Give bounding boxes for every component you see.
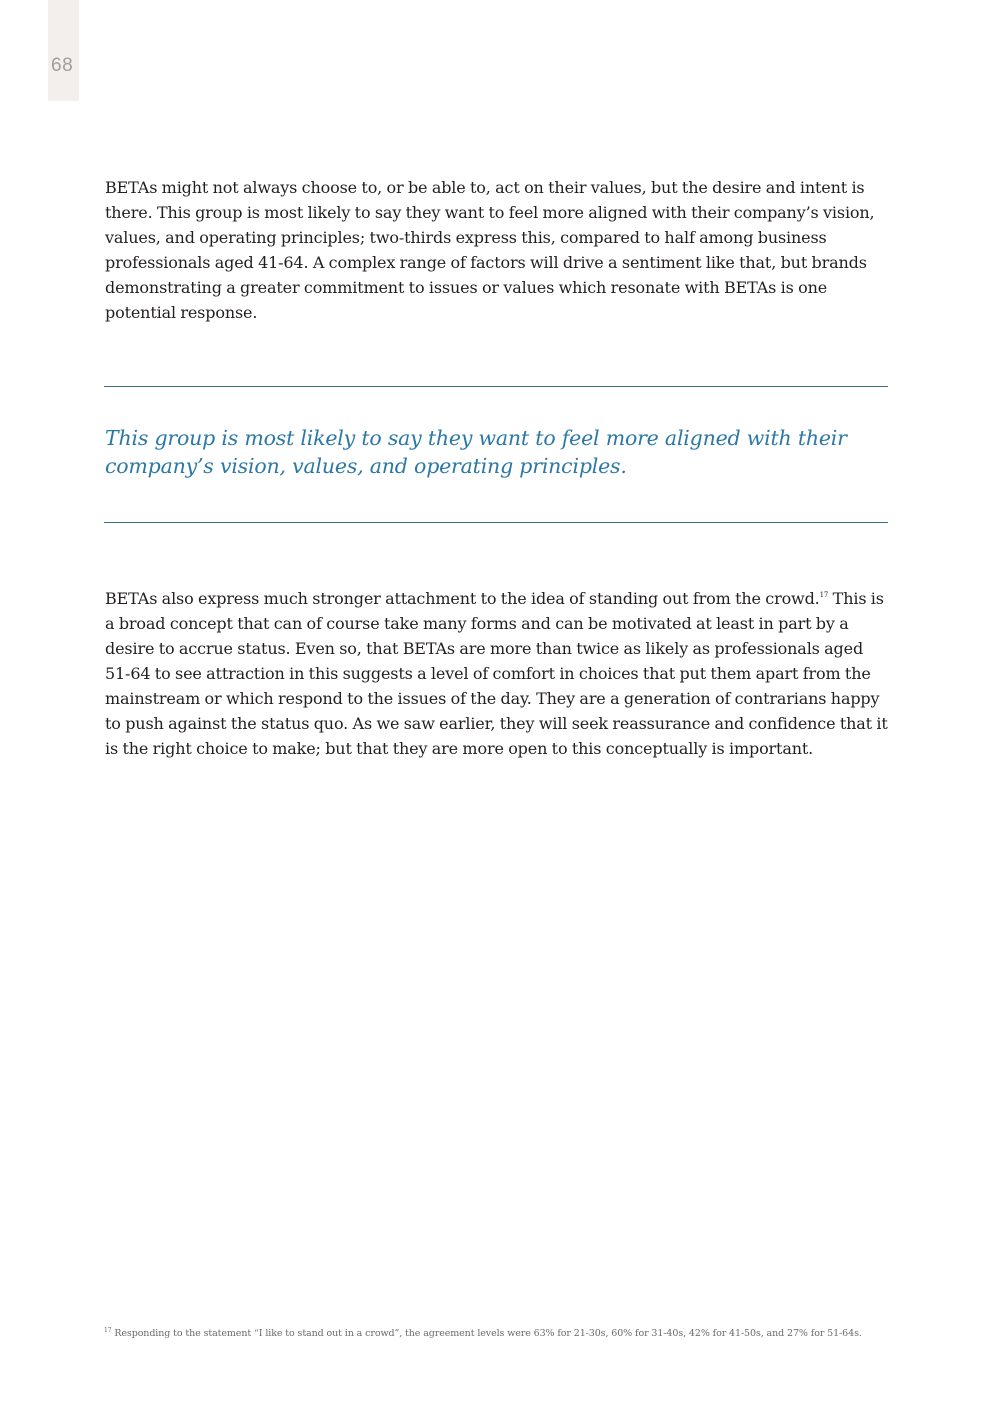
body-paragraph-2-part-b: This is a broad concept that can of course take many forms and can be motivated at least in part by a desire to accrue status. Even so, that BETAs are more than twice as likely as professionals aged 51-64 to see attraction in this suggests a level of comfort in choices that put them apart from the mainstream or which respond to the issues of the day. They are a generation of contrarians happy to push against the status quo. As we saw earlier, they will seek reassurance and confidence that it is the right choice to make; but that they are more open to this conceptually is important.: [105, 589, 888, 758]
footnote-reference[interactable]: 17: [819, 591, 829, 599]
pull-quote-top-rule: [104, 386, 888, 387]
footnote-marker: 17: [104, 1327, 112, 1334]
footnote: [104, 1327, 904, 1341]
pull-quote: This group is most likely to say they want to feel more aligned with their company’s vision, values, and operating principles.: [105, 426, 847, 478]
page-number-tab: [48, 0, 79, 101]
body-paragraph-2: [105, 586, 890, 761]
body-paragraph-2-part-a: BETAs also express much stronger attachment to the idea of standing out from the crowd.: [105, 589, 820, 608]
page-number: 68: [51, 55, 74, 76]
body-paragraph-1: BETAs might not always choose to, or be able to, act on their values, but the desire and intent is there. This group is most likely to say they want to feel more aligned with their company’s vision, values, and operating principles; two-thirds express this, compared to half among business professionals aged 41-64. A complex range of factors will drive a sentiment like that, but brands demonstrating a greater commitment to issues or values which resonate with BETAs is one potential response.: [105, 178, 875, 322]
footnote-text: Responding to the statement “I like to stand out in a crowd”, the agreement levels were 63% for 21-30s, 60% for 31-40s, 42% for 41-50s, and 27% for 51-64s.: [111, 1328, 862, 1339]
pull-quote-bottom-rule: [104, 522, 888, 523]
